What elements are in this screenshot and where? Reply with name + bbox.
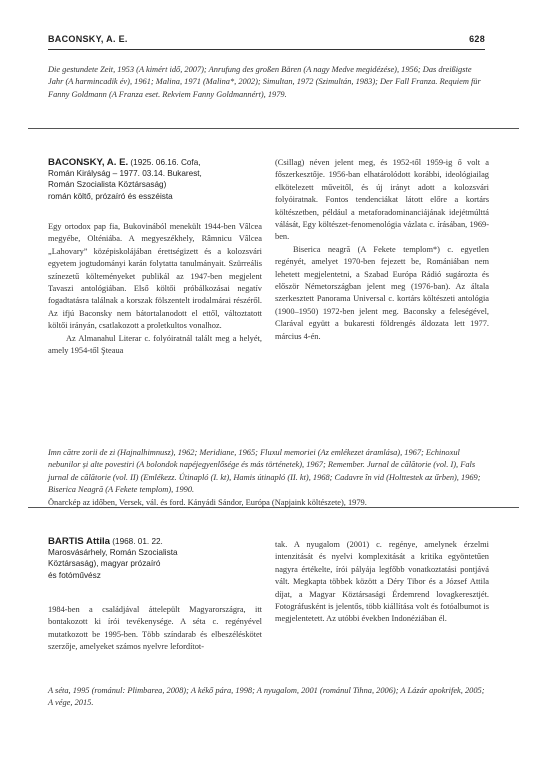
entry1-works — [48, 447, 488, 509]
entry1-right-column — [275, 157, 489, 343]
entry2-works: A séta, 1995 (románul: Plimbarea, 2008); A kékő pára, 1998; A nyugalom, 2001 (románul Tihna, 2006); A Lázár apokrifek, 2005; A vége, 2015. — [48, 686, 485, 708]
entry2-dates2: Marosvásárhely, Román Szocialista — [48, 548, 178, 558]
entry2-dates: (1968. 01. 22. — [112, 537, 163, 546]
page-number: 628 — [469, 34, 485, 44]
running-head — [48, 34, 485, 44]
running-head-title: BACONSKY, A. E. — [48, 34, 128, 44]
entry1-role: román költő, prózaíró és esszéista — [48, 191, 173, 201]
prev-entry-works: Die gestundete Zeit, 1953 (A kimért idő, 2007); Anrufung des großen Bären (A nagy Medve megidézése), 1956; Das dreißigste Jahr (A harmincadik év), 1961; Malina, 1971 (Malina*, 2002); Simultan, 1972 (Szimultán, 1983); Der Fall Franza. Requiem für Fanny Goldmann (A Franza eset. Rekviem Fanny Goldmannért), 1979. — [48, 65, 481, 99]
entry1-right-paragraph-1: (Csillag) néven jelent meg, és 1952-től 1959-ig ő volt a főszerkesztője. 1956-ban elhatárolódott korábbi, ideológiailag elkötelezett műveitől, és új irányt adott a kolozsvári folyóiratnak. Fontos tendenciákat látott előre a kortárs költészetben, például a metaforadominanciájának idejétmúlttá válását, Egy költészet-fenomenológia vázlata c. írásában, 1969-ben. — [275, 158, 489, 242]
entry2-left-paragraph-1: 1984-ben a családjával áttelepült Magyarországra, itt bontakozott ki írói tevékenysége. A séta c. regényével mutatkozott be 1995-ben. Több színdarab és elbeszéléskötet szerzője, amelyeket számos nyelvre lefordítot- — [48, 605, 262, 652]
entry2-header — [48, 536, 268, 581]
entry2-name: BARTIS Attila — [48, 536, 111, 547]
entry1-name: BACONSKY, A. E. — [48, 157, 129, 168]
entry1-dates: (1925. 06.16. Cofa, — [130, 158, 201, 167]
entry1-dates2: Román Királyság – 1977. 03.14. Bukarest, — [48, 169, 202, 179]
entry1-works-list: Imn către zorii de zi (Hajnalhimnusz), 1962; Meridiane, 1965; Fluxul memoriei (Az emlékezet áramlása), 1967; Echinoxul nebunilor și alte povestiri (A bolondok napéjegyenlősége és más történetek), 1967; Remember. Jurnal de călătorie (vol. I), Fals jurnal de călătorie (vol. II) (Emlékezz. Útinapló (I. kt), Hamis útinapló (II. kt), 1968; Cadavre în vid (Holttestek az űrben), 1969; Biserica Neagră (A Fekete templom), 1990. — [48, 448, 481, 495]
entry1-right-paragraph-2: Biserica neagră (A Fekete templom*) c. egyetlen regényét, amelyet 1970-ben fejezett be, Romániában nem lehetett megjelentetni, a Szabad Európa Rádió sugározta és először Németországban jelent meg (1976-ban). Az általa szerkesztett Panorama Universal c. kortárs költészeti antológia (1900–1950) 1972-ben jelent meg. Baconsky a feleségével, Clarával együtt a bukaresti földrengés áldozata lett 1977. március 4-én. — [275, 244, 489, 341]
entry2-right-column — [275, 539, 489, 626]
entry1-works-translation: Önarckép az időben, Versek, vál. és ford. Kányádi Sándor, Európa (Napjaink költészete), 1979. — [48, 497, 367, 507]
entry1-dates3: Román Szocialista Köztársaság) — [48, 180, 167, 190]
section-divider — [28, 128, 519, 129]
section-divider — [28, 507, 519, 508]
entry1-left-paragraph-2: Az Almanahul Literar c. folyóiratnál talált meg a helyét, amely 1954-től Şteaua — [48, 333, 262, 356]
entry2-role: és fotóművész — [48, 570, 101, 580]
header-rule — [48, 49, 485, 50]
entry1-left-paragraph-1: Egy ortodox pap fia, Bukovinából menekült 1944-ben Vâlcea megyébe, Olténiába. A megyeszékhely, Râmnicu Vâlcea „Lahovary” középiskolájában érettségizett és a kolozsvári egyetem jogtudományi karán folytatta tanulmányait. Szürreális színezetű költeményeket publikál az 1947-ben megjelent Tavaszi antológiában. Első költői próbálkozásai negatív fogadtatásra találnak a korszak fölszentelt irodalmárai részéről. Az ifjú Baconsky nem bátortalanodott el ettől, változtatott költői irányán, csatlakozott a proletkultos vonalhoz. — [48, 222, 262, 331]
entry2-dates3: Köztársaság), magyar prózaíró — [48, 559, 161, 569]
entry2-left-column — [48, 604, 262, 654]
entry1-header — [48, 157, 268, 202]
entry1-left-column — [48, 221, 262, 357]
entry2-right-paragraph-1: tak. A nyugalom (2001) c. regénye, amelynek érzelmi intenzitását és nyelvi komplexitását a kritika egyöntetűen nagyra értékelte, írói pályája legfőbb vonatkoztatási pontjává vált. Megkapta többek között a Déry Tibor és a József Attila díjat, a Magyar Köztársasági Érdemrend lovagkeresztjét. Fotográfusként is jelentős, több kiállítása volt és fotóalbumot is megjelentetett. Az utóbbi években Indonéziában él. — [275, 540, 489, 624]
